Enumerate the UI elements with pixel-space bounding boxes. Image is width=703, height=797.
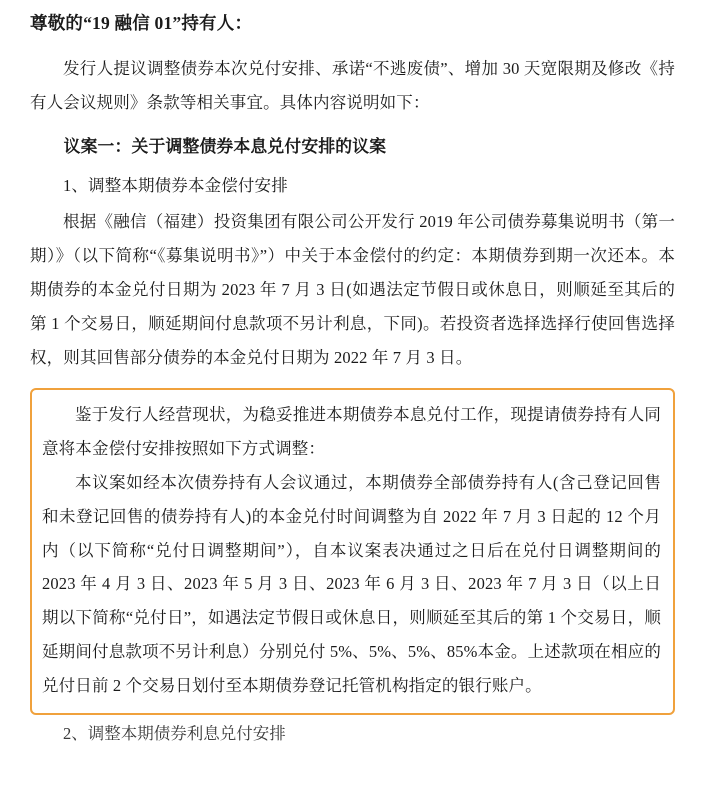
highlight-paragraph-2: 本议案如经本次债券持有人会议通过，本期债券全部债券持有人(含己登记回售和未登记回售的债券持有人)的本金兑付时间调整为自 2022 年 7 月 3 日起的 12 个月内（以下简称“兑付日调整期间”），自本议案表决通过之日后在兑付日调整期间的 2023 年 4 月 3 日、2023 年 5 月 3 日、2023 年 6 月 3 日、2023 年 7 月 3 日（以上日期以下简称“兑付日”，如遇法定节假日或休息日，则顺延至其后的第 1 个交易日，顺延期间付息款项不另计利息）分别兑付 5%、5%、5%、85%本金。上述款项在相应的兑付日前 2 个交易日划付至本期债券登记托管机构指定的银行账户。: [42, 472, 661, 695]
next-sub-item: 2、调整本期债券利息兑付安排: [63, 723, 286, 743]
proposal-heading: 议案一：关于调整债券本息兑付安排的议案: [63, 136, 387, 156]
basis-paragraph: 根据《融信（福建）投资集团有限公司公开发行 2019 年公司债券募集说明书（第一期）》（以下简称“《募集说明书》”）中关于本金偿付的约定：本期债券到期一次还本。本期债券的本金兑付日期为 2023 年 7 月 3 日(如遇法定节假日或休息日，则顺延至其后的第 1 个交易日，顺延期间付息款项不另计利息，下同)。若投资者选择选择行使回售选择权，则其回售部分债券的本金兑付日期为 2022 年 7 月 3 日。: [30, 212, 675, 367]
highlight-paragraph-1: 鉴于发行人经营现状，为稳妥推进本期债券本息兑付工作，现提请债券持有人同意将本金偿付安排按照如下方式调整：: [42, 405, 661, 459]
sub-item-1: 1、调整本期债券本金偿付安排: [63, 176, 288, 196]
highlighted-clause-box: [30, 388, 675, 714]
intro-paragraph: 发行人提议调整债券本次兑付安排、承诺“不逃废债”、增加 30 天宽限期及修改《持有人会议规则》条款等相关事宜。具体内容说明如下：: [30, 59, 675, 113]
salutation-line: 尊敬的“19 融信 01”持有人：: [30, 13, 253, 33]
